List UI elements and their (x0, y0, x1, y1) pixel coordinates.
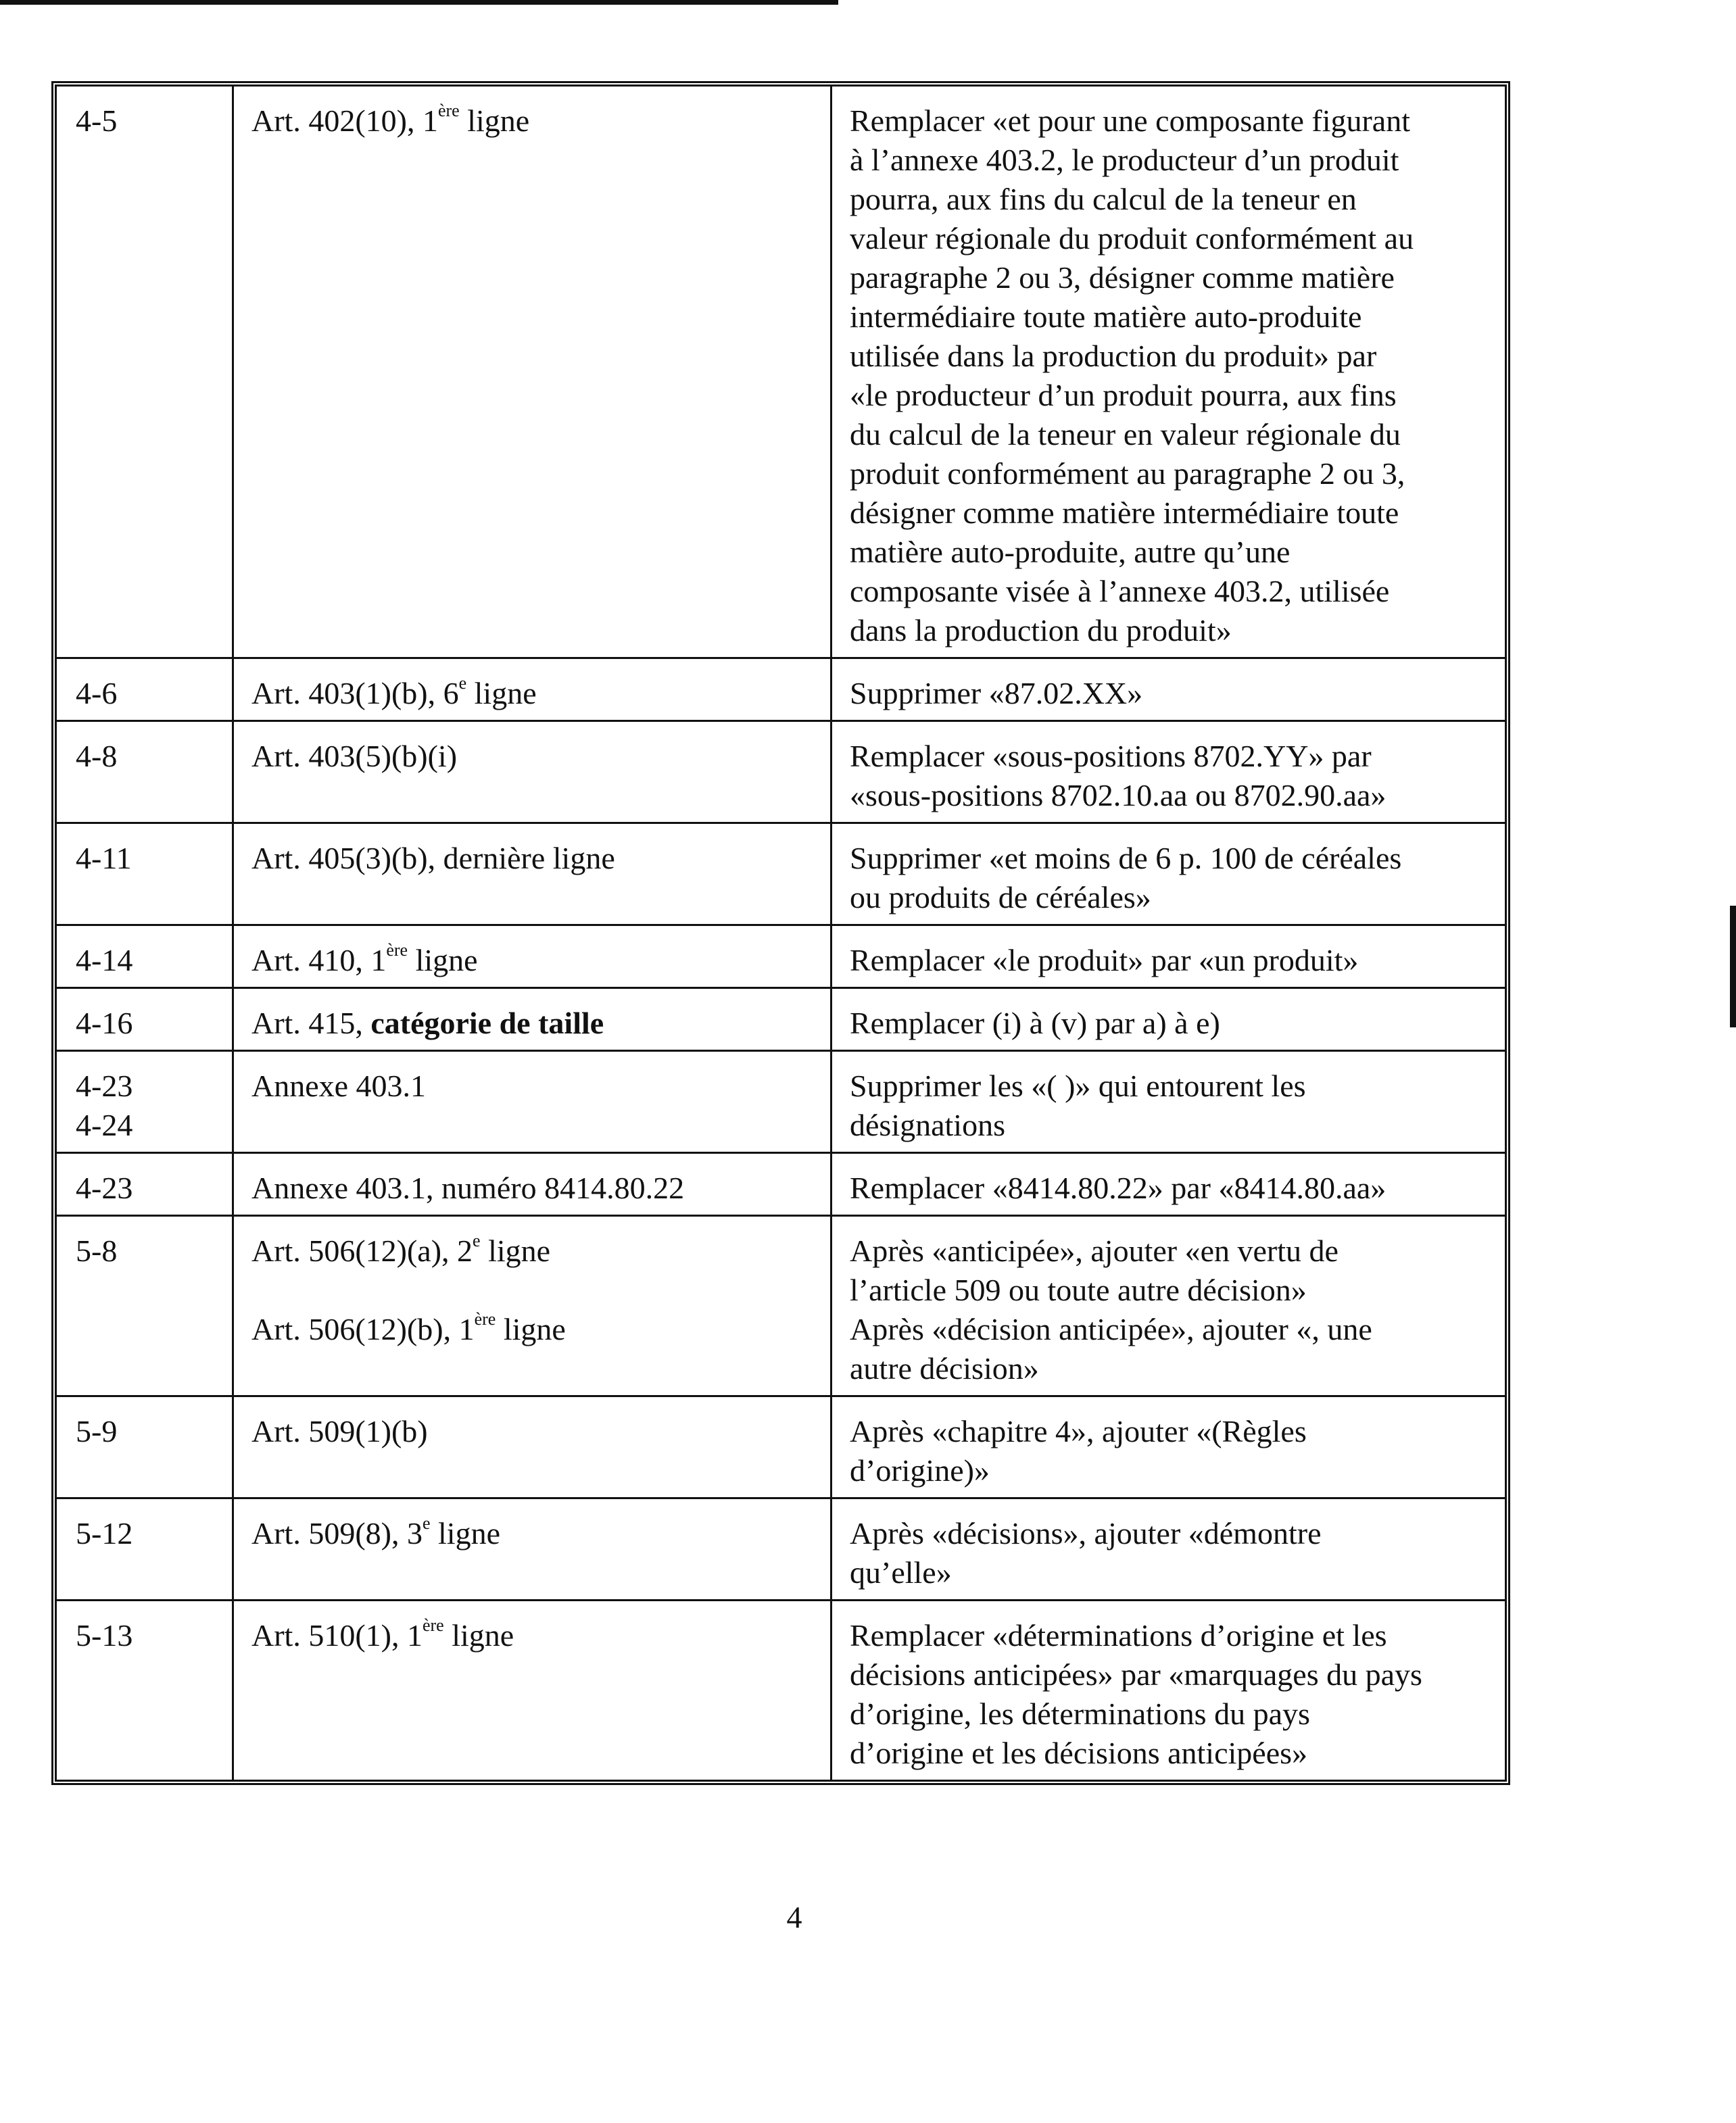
page-reference: 5-12 (76, 1516, 133, 1551)
correction-line: Remplacer «et pour une composante figurant (850, 103, 1410, 138)
article-reference (251, 737, 813, 776)
article-cell (233, 823, 831, 925)
article-cell (233, 1498, 831, 1601)
correction-line: désignations (850, 1108, 1005, 1142)
correction-cell (831, 1216, 1505, 1396)
article-cell (233, 1153, 831, 1216)
article-suffix: ligne (459, 103, 530, 138)
article-reference (251, 101, 813, 141)
correction-line: du calcul de la teneur en valeur régionale du (850, 417, 1401, 452)
correction-cell (831, 1153, 1505, 1216)
table-row (57, 1498, 1505, 1601)
correction-line: qu’elle» (850, 1555, 952, 1590)
table-row (57, 658, 1505, 721)
article-reference (251, 674, 813, 713)
correction-cell (831, 721, 1505, 823)
correction-line: Après «anticipée», ajouter «en vertu de (850, 1234, 1339, 1268)
ordinal-superscript: e (422, 1513, 431, 1533)
ordinal-superscript: ère (386, 940, 408, 960)
correction-line: produit conformément au paragraphe 2 ou 3, (850, 456, 1405, 491)
article-cell (233, 721, 831, 823)
table-row (57, 1601, 1505, 1780)
article-cell (233, 1396, 831, 1498)
correction-line: Après «chapitre 4», ajouter «(Règles (850, 1414, 1307, 1448)
article-suffix: ligne (466, 676, 537, 710)
correction-cell (831, 925, 1505, 988)
correction-line: «sous-positions 8702.10.aa ou 8702.90.aa» (850, 778, 1387, 812)
correction-line: Supprimer «87.02.XX» (850, 676, 1143, 710)
correction-cell (831, 1601, 1505, 1780)
correction-line: désigner comme matière intermédiaire toute (850, 495, 1399, 530)
ordinal-superscript: ère (437, 101, 460, 120)
ordinal-superscript: e (458, 673, 467, 693)
article-reference (251, 1514, 813, 1553)
correction-line: pourra, aux fins du calcul de la teneur en (850, 182, 1357, 216)
table-row (57, 1051, 1505, 1153)
correction-line: intermédiaire toute matière auto-produite (850, 299, 1362, 334)
page-reference: 4-14 (76, 943, 133, 977)
correction-line: Supprimer «et moins de 6 p. 100 de céréales (850, 841, 1402, 875)
page-cell (57, 721, 233, 823)
correction-line: Après «décision anticipée», ajouter «, une (850, 1312, 1372, 1346)
article-text: Art. 410, 1 (251, 943, 387, 977)
article-text: Art. 403(5)(b)(i) (251, 739, 458, 773)
article-cell (233, 658, 831, 721)
table-row (57, 721, 1505, 823)
page-reference: 5-13 (76, 1618, 133, 1653)
errata-table (57, 87, 1505, 1780)
page-reference: 4-23 (76, 1069, 133, 1103)
article-cell (233, 1601, 831, 1780)
correction-line: ou produits de céréales» (850, 880, 1151, 914)
ordinal-superscript: ère (474, 1309, 496, 1329)
article-reference (251, 1310, 813, 1349)
page-reference: 4-16 (76, 1006, 133, 1040)
correction-line: l’article 509 ou toute autre décision» (850, 1273, 1307, 1307)
errata-table-frame (51, 81, 1510, 1785)
correction-cell (831, 1498, 1505, 1601)
page-cell (57, 1216, 233, 1396)
correction-line: Après «décisions», ajouter «démontre (850, 1516, 1322, 1551)
article-reference (251, 1169, 813, 1208)
correction-line: dans la production du produit» (850, 613, 1232, 648)
article-reference (251, 839, 813, 878)
correction-line: d’origine et les décisions anticipées» (850, 1736, 1308, 1770)
article-cell (233, 925, 831, 988)
correction-line: Remplacer (i) à (v) par a) à e) (850, 1006, 1220, 1040)
page-reference: 5-8 (76, 1234, 118, 1268)
correction-line: Remplacer «le produit» par «un produit» (850, 943, 1359, 977)
errata-table-body (57, 87, 1505, 1780)
page-cell (57, 1498, 233, 1601)
page-reference: 4-23 (76, 1171, 133, 1205)
page-cell (57, 87, 233, 658)
correction-line: utilisée dans la production du produit» par (850, 339, 1377, 373)
article-reference (251, 941, 813, 980)
correction-line: paragraphe 2 ou 3, désigner comme matière (850, 260, 1395, 295)
article-text: Art. 403(1)(b), 6 (251, 676, 459, 710)
page-number: 4 (786, 1900, 802, 1934)
page-cell (57, 1051, 233, 1153)
page-cell (57, 925, 233, 988)
page-reference: 4-11 (76, 841, 132, 875)
article-text: Art. 506(12)(a), 2 (251, 1234, 473, 1268)
ordinal-superscript: e (473, 1231, 481, 1250)
article-suffix: ligne (443, 1618, 514, 1653)
correction-line: Remplacer «déterminations d’origine et les (850, 1618, 1387, 1653)
correction-cell (831, 988, 1505, 1051)
page-reference: 4-6 (76, 676, 118, 710)
article-text: Art. 405(3)(b), dernière ligne (251, 841, 615, 875)
article-reference (251, 1231, 813, 1271)
correction-line: Remplacer «sous-positions 8702.YY» par (850, 739, 1372, 773)
page-reference: 4-8 (76, 739, 118, 773)
right-scan-mark (1730, 906, 1736, 1027)
spacer (251, 1271, 813, 1310)
correction-cell (831, 87, 1505, 658)
table-row (57, 1396, 1505, 1498)
article-cell (233, 1051, 831, 1153)
correction-line: décisions anticipées» par «marquages du pays (850, 1657, 1422, 1692)
article-text: Art. 402(10), 1 (251, 103, 438, 138)
article-reference (251, 1067, 813, 1106)
correction-cell (831, 1051, 1505, 1153)
correction-line: composante visée à l’annexe 403.2, utilisée (850, 574, 1390, 608)
page-reference: 4-5 (76, 103, 118, 138)
article-reference (251, 1616, 813, 1655)
table-row (57, 1153, 1505, 1216)
article-bold-text: catégorie de taille (370, 1006, 604, 1040)
article-text: Annexe 403.1, numéro 8414.80.22 (251, 1171, 685, 1205)
correction-line: autre décision» (850, 1351, 1039, 1386)
page-cell (57, 1153, 233, 1216)
table-row (57, 87, 1505, 658)
article-text: Art. 510(1), 1 (251, 1618, 423, 1653)
article-suffix: ligne (480, 1234, 551, 1268)
page-reference: 5-9 (76, 1414, 118, 1448)
correction-cell (831, 658, 1505, 721)
article-cell (233, 87, 831, 658)
article-text: Art. 509(1)(b) (251, 1414, 428, 1448)
page-cell (57, 988, 233, 1051)
table-row (57, 925, 1505, 988)
article-suffix: ligne (408, 943, 478, 977)
article-reference (251, 1412, 813, 1451)
article-text: Art. 509(8), 3 (251, 1516, 423, 1551)
correction-line: d’origine, les déterminations du pays (850, 1697, 1310, 1731)
ordinal-superscript: ère (422, 1615, 444, 1635)
page-cell (57, 823, 233, 925)
correction-line: Supprimer les «( )» qui entourent les (850, 1069, 1306, 1103)
article-text: Art. 415, (251, 1006, 371, 1040)
correction-line: Remplacer «8414.80.22» par «8414.80.aa» (850, 1171, 1387, 1205)
table-row (57, 988, 1505, 1051)
article-suffix: ligne (496, 1312, 566, 1346)
correction-line: valeur régionale du produit conformément au (850, 221, 1414, 255)
table-row (57, 823, 1505, 925)
page-cell (57, 658, 233, 721)
page-cell (57, 1396, 233, 1498)
article-reference (251, 1004, 813, 1043)
article-cell (233, 1216, 831, 1396)
article-text: Art. 506(12)(b), 1 (251, 1312, 475, 1346)
page-cell (57, 1601, 233, 1780)
correction-line: «le producteur d’un produit pourra, aux fins (850, 378, 1397, 412)
article-text: Annexe 403.1 (251, 1069, 427, 1103)
article-suffix: ligne (430, 1516, 500, 1551)
page-reference: 4-24 (76, 1108, 133, 1142)
correction-cell (831, 1396, 1505, 1498)
correction-cell (831, 823, 1505, 925)
table-row (57, 1216, 1505, 1396)
correction-line: matière auto-produite, autre qu’une (850, 535, 1291, 569)
correction-line: d’origine)» (850, 1453, 990, 1488)
article-cell (233, 988, 831, 1051)
correction-line: à l’annexe 403.2, le producteur d’un produit (850, 143, 1399, 177)
top-scan-rule (0, 0, 838, 5)
